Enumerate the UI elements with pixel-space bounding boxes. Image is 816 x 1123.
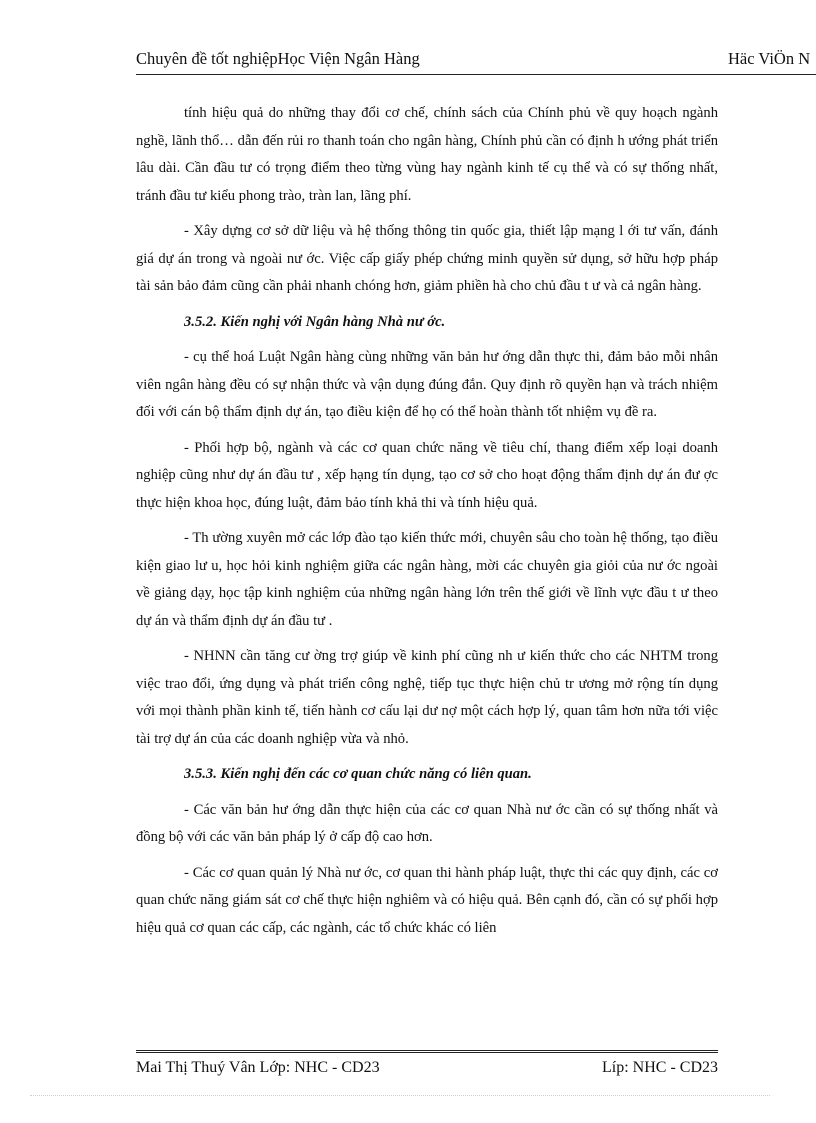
page-header (136, 48, 816, 75)
page-edge-divider (30, 1095, 770, 1096)
paragraph: - Các văn bản hư ớng dẫn thực hiện của các cơ quan Nhà nư ớc cần có sự thống nhất và đồng bộ với các văn bản pháp lý ở cấp độ cao hơn. (136, 801, 718, 845)
paragraph: - Xây dựng cơ sở dữ liệu và hệ thống thông tin quốc gia, thiết lập mạng l ới tư vấn, đánh giá dự án trong và ngoài nư ớc. Việc cấp giấy phép chứng minh quyền sử dụng, sở hữu hợp pháp tài sản bảo đảm cũng cần phải nhanh chóng hơn, giảm phiền hà cho chủ đầu t ư và cả ngân hàng. (136, 223, 718, 294)
footer-class: Líp: NHC - CD23 (602, 1059, 718, 1076)
paragraph: tính hiệu quả do những thay đổi cơ chế, chính sách của Chính phủ về quy hoạch ngành nghề, lãnh thổ… dẫn đến rủi ro thanh toán cho ngân hàng, Chính phủ cần có định h ướng phát triển lâu dài. Cần đầu tư có trọng điểm theo từng vùng hay ngành kinh tế cụ thể và có sự thống nhất, tránh đầu tư kiểu phong trào, tràn lan, lãng phí. (136, 105, 718, 204)
paragraph: - NHNN cần tăng cư ờng trợ giúp về kinh phí cũng nh ư kiến thức cho các NHTM trong việc trao đổi, ứng dụng và phát triển công nghệ, tiếp tục thực hiện chủ tr ương mở rộng tín dụng với mọi thành phần kinh tế, tiến hành cơ cấu lại dư nợ một cách hợp lý, quan tâm hơn nữa tới việc tài trợ dự án của các doanh nghiệp vừa và nhỏ. (136, 648, 718, 747)
section-heading: 3.5.3. Kiến nghị đến các cơ quan chức năng có liên quan. (184, 766, 532, 782)
document-body (136, 100, 718, 950)
paragraph: - Phối hợp bộ, ngành và các cơ quan chức năng về tiêu chí, thang điểm xếp loại doanh nghiệp cũng như dự án đầu tư , xếp hạng tín dụng, tạo cơ sở cho hoạt động thẩm định dự án đư ợc thực hiện khoa học, đúng luật, đảm bảo tính khả thi và tính hiệu quả. (136, 439, 718, 511)
paragraph: - Th ường xuyên mở các lớp đào tạo kiến thức mới, chuyên sâu cho toàn hệ thống, tạo điều kiện giao lư u, học hỏi kinh nghiệm giữa các ngân hàng, mời các chuyên gia giỏi của nư ớc ngoài về giảng dạy, học tập kinh nghiệm của những ngân hàng lớn trên thế giới về lĩnh vực đầu t ư theo dự án và thẩm định dự án đầu tư . (136, 530, 718, 629)
paragraph: - cụ thể hoá Luật Ngân hàng cùng những văn bản hư ớng dẫn thực thi, đảm bảo mỗi nhân viên ngân hàng đều có sự nhận thức và vận dụng đúng đắn. Quy định rõ quyền hạn và trách nhiệm đối với cán bộ thẩm định dự án, tạo điều kiện để họ có thể hoàn thành tốt nhiệm vụ đề ra. (136, 349, 718, 420)
page-footer (136, 1050, 718, 1083)
header-title: Chuyên đề tốt nghiệpHọc Viện Ngân Hàng (136, 49, 420, 68)
footer-author: Mai Thị Thuý Vân Lớp: NHC - CD23 (136, 1059, 380, 1076)
paragraph: - Các cơ quan quản lý Nhà nư ớc, cơ quan thi hành pháp luật, thực thi các quy định, các cơ quan chức năng giám sát cơ chế thực hiện nghiêm và có hiệu quả. Bên cạnh đó, cần có sự phối hợp hiệu quả cơ quan các cấp, các ngành, các tổ chức khác có liên (136, 864, 718, 936)
section-heading: 3.5.2. Kiến nghị với Ngân hàng Nhà nư ớc. (184, 313, 446, 330)
header-institution: Häc ViÖn N (728, 49, 811, 68)
